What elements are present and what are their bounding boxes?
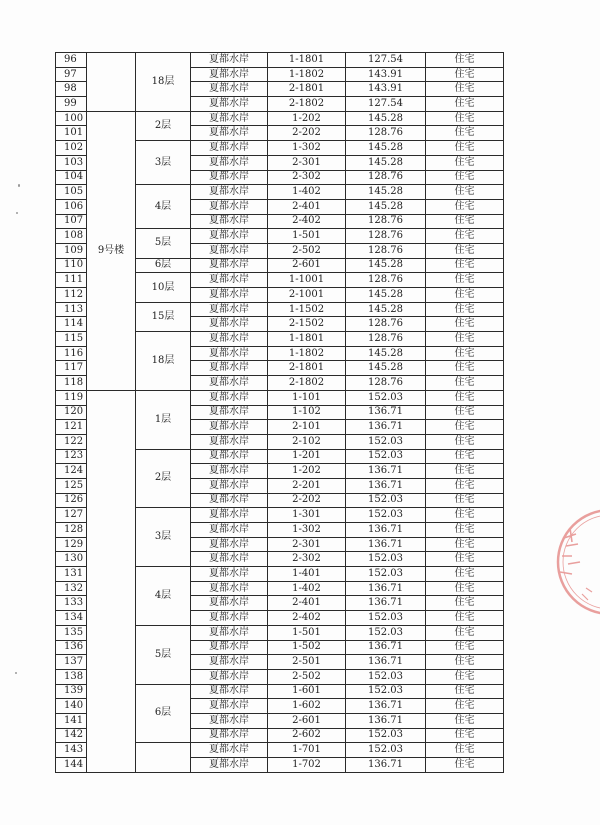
row-number: 107 [56,214,87,229]
floor-label [136,743,191,772]
project-name: 夏都水岸 [191,655,268,670]
floor-area: 136.71 [346,758,426,773]
unit-number: 1-101 [268,390,346,405]
unit-number: 1-1802 [268,346,346,361]
floor-area: 145.28 [346,302,426,317]
project-name: 夏都水岸 [191,728,268,743]
project-name: 夏都水岸 [191,493,268,508]
usage-type: 住宅 [426,699,504,714]
unit-number: 2-401 [268,596,346,611]
row-number: 131 [56,567,87,582]
row-number: 116 [56,346,87,361]
unit-number: 2-1502 [268,317,346,332]
project-name: 夏都水岸 [191,126,268,141]
unit-number: 1-1801 [268,332,346,347]
floor-area: 136.71 [346,713,426,728]
usage-type: 住宅 [426,243,504,258]
row-number: 114 [56,317,87,332]
usage-type: 住宅 [426,346,504,361]
project-name: 夏都水岸 [191,199,268,214]
unit-number: 1-301 [268,508,346,523]
floor-area: 136.71 [346,655,426,670]
floor-label: 18层 [136,53,191,112]
floor-area: 145.28 [346,199,426,214]
floor-area: 136.71 [346,596,426,611]
project-name: 夏都水岸 [191,155,268,170]
unit-number: 2-201 [268,478,346,493]
row-number: 96 [56,53,87,68]
usage-type: 住宅 [426,53,504,68]
usage-type: 住宅 [426,97,504,112]
floor-area: 136.71 [346,464,426,479]
row-number: 137 [56,655,87,670]
usage-type: 住宅 [426,743,504,758]
project-name: 夏都水岸 [191,390,268,405]
row-number: 144 [56,758,87,773]
row-number: 113 [56,302,87,317]
usage-type: 住宅 [426,185,504,200]
row-number: 104 [56,170,87,185]
usage-type: 住宅 [426,449,504,464]
usage-type: 住宅 [426,273,504,288]
floor-area: 136.71 [346,420,426,435]
usage-type: 住宅 [426,596,504,611]
unit-number: 2-1801 [268,82,346,97]
floor-area: 136.71 [346,405,426,420]
unit-number: 1-601 [268,684,346,699]
usage-type: 住宅 [426,302,504,317]
floor-label: 6层 [136,684,191,743]
project-name: 夏都水岸 [191,243,268,258]
red-seal-stamp [542,498,600,632]
row-number: 118 [56,376,87,391]
unit-number: 1-302 [268,523,346,538]
floor-area: 143.91 [346,82,426,97]
floor-area: 136.71 [346,537,426,552]
usage-type: 住宅 [426,478,504,493]
row-number: 124 [56,464,87,479]
usage-type: 住宅 [426,581,504,596]
table-row [56,53,504,68]
project-name: 夏都水岸 [191,713,268,728]
table-row [56,390,504,405]
project-name: 夏都水岸 [191,758,268,773]
row-number: 133 [56,596,87,611]
project-name: 夏都水岸 [191,53,268,68]
row-number: 103 [56,155,87,170]
project-name: 夏都水岸 [191,214,268,229]
row-number: 101 [56,126,87,141]
floor-area: 143.91 [346,67,426,82]
project-name: 夏都水岸 [191,170,268,185]
usage-type: 住宅 [426,508,504,523]
project-name: 夏都水岸 [191,361,268,376]
unit-number: 2-202 [268,493,346,508]
unit-number: 2-1001 [268,288,346,303]
project-name: 夏都水岸 [191,669,268,684]
usage-type: 住宅 [426,111,504,126]
row-number: 100 [56,111,87,126]
floor-area: 152.03 [346,611,426,626]
row-number: 109 [56,243,87,258]
floor-area: 145.28 [346,111,426,126]
floor-area: 145.28 [346,155,426,170]
row-number: 111 [56,273,87,288]
usage-type: 住宅 [426,523,504,538]
project-name: 夏都水岸 [191,332,268,347]
usage-type: 住宅 [426,317,504,332]
floor-area: 128.76 [346,376,426,391]
unit-number: 1-402 [268,581,346,596]
unit-number: 2-501 [268,655,346,670]
unit-number: 1-701 [268,743,346,758]
floor-label: 18层 [136,332,191,391]
floor-area: 145.28 [346,141,426,156]
row-number: 102 [56,141,87,156]
floor-label: 5层 [136,625,191,684]
project-name: 夏都水岸 [191,376,268,391]
unit-number: 2-301 [268,537,346,552]
scan-speck [16,212,18,214]
usage-type: 住宅 [426,464,504,479]
floor-area: 136.71 [346,581,426,596]
usage-type: 住宅 [426,288,504,303]
project-name: 夏都水岸 [191,625,268,640]
row-number: 99 [56,97,87,112]
usage-type: 住宅 [426,640,504,655]
project-name: 夏都水岸 [191,434,268,449]
building-label [87,53,136,112]
unit-number: 1-1802 [268,67,346,82]
floor-area: 152.03 [346,390,426,405]
project-name: 夏都水岸 [191,743,268,758]
row-number: 132 [56,581,87,596]
floor-area: 128.76 [346,273,426,288]
floor-label: 3层 [136,508,191,567]
usage-type: 住宅 [426,141,504,156]
floor-area: 152.03 [346,728,426,743]
unit-number: 1-602 [268,699,346,714]
floor-area: 127.54 [346,53,426,68]
project-name: 夏都水岸 [191,141,268,156]
row-number: 128 [56,523,87,538]
unit-number: 2-1802 [268,97,346,112]
usage-type: 住宅 [426,199,504,214]
floor-area: 152.03 [346,552,426,567]
building-label [87,390,136,772]
row-number: 123 [56,449,87,464]
usage-type: 住宅 [426,611,504,626]
usage-type: 住宅 [426,229,504,244]
floor-area: 152.03 [346,493,426,508]
project-name: 夏都水岸 [191,478,268,493]
usage-type: 住宅 [426,390,504,405]
unit-number: 1-102 [268,405,346,420]
floor-label: 5层 [136,229,191,258]
project-name: 夏都水岸 [191,302,268,317]
project-name: 夏都水岸 [191,185,268,200]
unit-number: 2-202 [268,126,346,141]
floor-label: 4层 [136,567,191,626]
unit-number: 2-602 [268,728,346,743]
project-name: 夏都水岸 [191,82,268,97]
usage-type: 住宅 [426,758,504,773]
row-number: 106 [56,199,87,214]
usage-type: 住宅 [426,332,504,347]
unit-number: 2-302 [268,170,346,185]
project-name: 夏都水岸 [191,596,268,611]
row-number: 130 [56,552,87,567]
project-name: 夏都水岸 [191,420,268,435]
usage-type: 住宅 [426,361,504,376]
floor-area: 152.03 [346,743,426,758]
project-name: 夏都水岸 [191,523,268,538]
floor-label: 3层 [136,141,191,185]
floor-label: 2层 [136,449,191,508]
floor-area: 152.03 [346,567,426,582]
floor-label: 1层 [136,390,191,449]
usage-type: 住宅 [426,170,504,185]
unit-number: 1-201 [268,449,346,464]
unit-number: 1-401 [268,567,346,582]
usage-type: 住宅 [426,684,504,699]
row-number: 136 [56,640,87,655]
project-name: 夏都水岸 [191,97,268,112]
project-name: 夏都水岸 [191,684,268,699]
usage-type: 住宅 [426,552,504,567]
floor-area: 145.28 [346,185,426,200]
row-number: 126 [56,493,87,508]
floor-label: 15层 [136,302,191,331]
row-number: 115 [56,332,87,347]
project-name: 夏都水岸 [191,67,268,82]
building-label: 9号楼 [87,111,136,390]
project-name: 夏都水岸 [191,537,268,552]
floor-area: 128.76 [346,243,426,258]
project-name: 夏都水岸 [191,111,268,126]
unit-number: 2-402 [268,611,346,626]
usage-type: 住宅 [426,567,504,582]
row-number: 105 [56,185,87,200]
usage-type: 住宅 [426,655,504,670]
usage-type: 住宅 [426,376,504,391]
usage-type: 住宅 [426,434,504,449]
row-number: 120 [56,405,87,420]
unit-number: 1-1801 [268,53,346,68]
project-name: 夏都水岸 [191,640,268,655]
usage-type: 住宅 [426,214,504,229]
usage-type: 住宅 [426,728,504,743]
floor-area: 127.54 [346,97,426,112]
floor-area: 136.71 [346,640,426,655]
floor-area: 128.76 [346,317,426,332]
row-number: 138 [56,669,87,684]
usage-type: 住宅 [426,713,504,728]
row-number: 125 [56,478,87,493]
floor-area: 136.71 [346,699,426,714]
table-body [56,53,504,773]
project-name: 夏都水岸 [191,346,268,361]
usage-type: 住宅 [426,493,504,508]
project-name: 夏都水岸 [191,288,268,303]
unit-number: 1-202 [268,111,346,126]
row-number: 122 [56,434,87,449]
unit-number: 2-101 [268,420,346,435]
usage-type: 住宅 [426,258,504,273]
floor-area: 152.03 [346,625,426,640]
unit-number: 1-501 [268,625,346,640]
project-name: 夏都水岸 [191,699,268,714]
floor-area: 145.28 [346,288,426,303]
unit-number: 1-501 [268,229,346,244]
project-name: 夏都水岸 [191,273,268,288]
unit-number: 2-401 [268,199,346,214]
property-unit-table [55,52,504,773]
unit-number: 1-1001 [268,273,346,288]
row-number: 143 [56,743,87,758]
table-row [56,111,504,126]
usage-type: 住宅 [426,82,504,97]
usage-type: 住宅 [426,126,504,141]
floor-area: 128.76 [346,126,426,141]
usage-type: 住宅 [426,625,504,640]
floor-area: 145.28 [346,346,426,361]
unit-number: 1-402 [268,185,346,200]
floor-label: 4层 [136,185,191,229]
row-number: 139 [56,684,87,699]
row-number: 129 [56,537,87,552]
unit-number: 2-402 [268,214,346,229]
floor-area: 128.76 [346,214,426,229]
project-name: 夏都水岸 [191,552,268,567]
unit-number: 1-502 [268,640,346,655]
row-number: 127 [56,508,87,523]
floor-label: 10层 [136,273,191,302]
floor-area: 145.28 [346,361,426,376]
unit-number: 2-601 [268,713,346,728]
project-name: 夏都水岸 [191,229,268,244]
row-number: 119 [56,390,87,405]
project-name: 夏都水岸 [191,581,268,596]
row-number: 134 [56,611,87,626]
project-name: 夏都水岸 [191,317,268,332]
usage-type: 住宅 [426,537,504,552]
usage-type: 住宅 [426,420,504,435]
unit-number: 2-301 [268,155,346,170]
unit-number: 2-302 [268,552,346,567]
row-number: 110 [56,258,87,273]
floor-area: 128.76 [346,229,426,244]
row-number: 121 [56,420,87,435]
unit-number: 2-1802 [268,376,346,391]
project-name: 夏都水岸 [191,611,268,626]
usage-type: 住宅 [426,67,504,82]
project-name: 夏都水岸 [191,464,268,479]
floor-area: 145.28 [346,258,426,273]
floor-area: 152.03 [346,434,426,449]
usage-type: 住宅 [426,405,504,420]
floor-area: 128.76 [346,170,426,185]
row-number: 117 [56,361,87,376]
floor-area: 152.03 [346,669,426,684]
row-number: 97 [56,67,87,82]
row-number: 98 [56,82,87,97]
floor-area: 152.03 [346,449,426,464]
floor-label: 2层 [136,111,191,140]
row-number: 141 [56,713,87,728]
floor-area: 152.03 [346,684,426,699]
project-name: 夏都水岸 [191,449,268,464]
scan-speck [15,672,17,674]
usage-type: 住宅 [426,155,504,170]
row-number: 142 [56,728,87,743]
row-number: 135 [56,625,87,640]
project-name: 夏都水岸 [191,508,268,523]
usage-type: 住宅 [426,669,504,684]
unit-number: 2-1801 [268,361,346,376]
row-number: 112 [56,288,87,303]
floor-area: 136.71 [346,478,426,493]
floor-label: 6层 [136,258,191,273]
floor-area: 152.03 [346,508,426,523]
scan-speck [18,184,20,187]
unit-number: 2-502 [268,243,346,258]
project-name: 夏都水岸 [191,405,268,420]
project-name: 夏都水岸 [191,258,268,273]
unit-number: 2-502 [268,669,346,684]
floor-area: 136.71 [346,523,426,538]
unit-number: 1-302 [268,141,346,156]
unit-number: 2-601 [268,258,346,273]
row-number: 140 [56,699,87,714]
project-name: 夏都水岸 [191,567,268,582]
row-number: 108 [56,229,87,244]
unit-number: 1-202 [268,464,346,479]
unit-number: 1-1502 [268,302,346,317]
unit-number: 2-102 [268,434,346,449]
floor-area: 128.76 [346,332,426,347]
unit-number: 1-702 [268,758,346,773]
